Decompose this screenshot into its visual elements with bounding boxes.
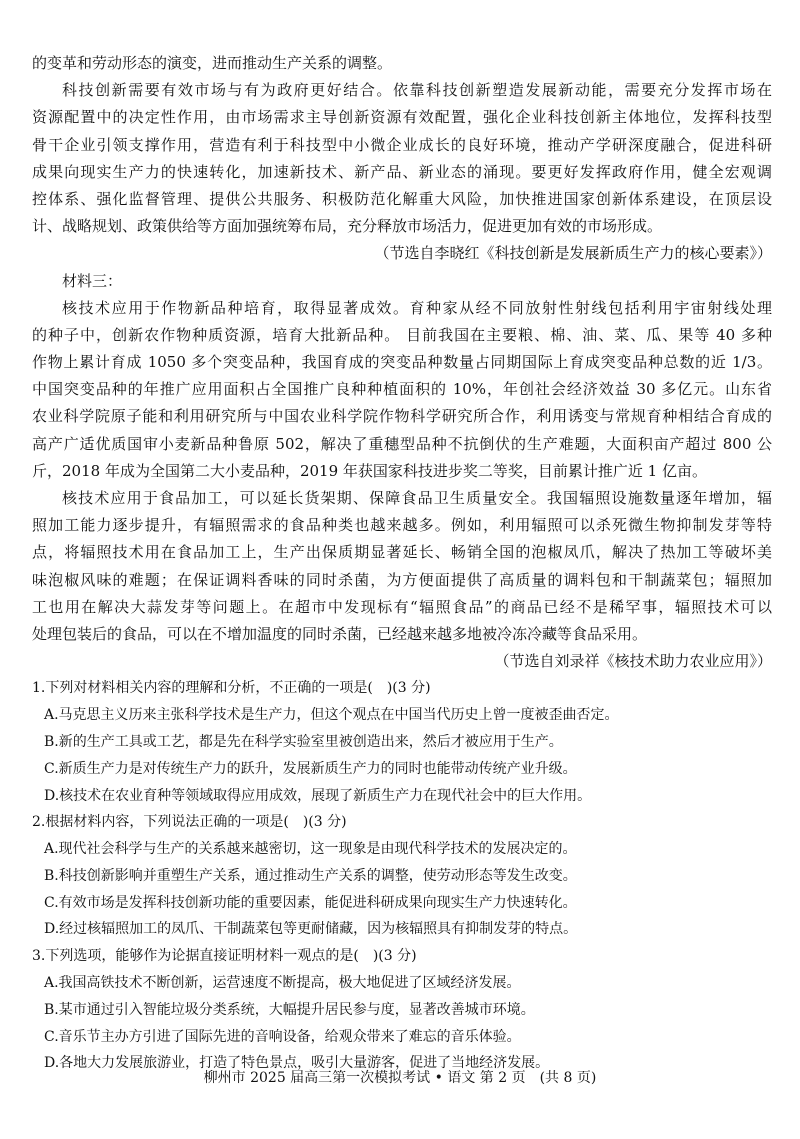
material-3-label: 材料三： [62, 271, 123, 290]
option-c: C.音乐节主办方引进了国际先进的音响设备，给观众带来了难忘的音乐体验。 [44, 1028, 521, 1045]
option-b: B.某市通过引入智能垃圾分类系统，大幅提升居民参与度，显著改善城市环境。 [44, 1001, 535, 1018]
option-a: A.我国高铁技术不断创新，运营速度不断提高，极大地促进了区域经济发展。 [44, 975, 521, 992]
paragraph-line: 计、战略规划、政策供给等方面加强统筹布局，充分释放市场活力，促进更加有效的市场形成。 [32, 217, 663, 236]
option-a: A.现代社会科学与生产的关系越来越密切，这一现象是由现代科学技术的发展决定的。 [44, 841, 577, 858]
paragraph-line: 作物上累计育成 1050 多个突变品种，我国育成的突变品种数量占同期国际上育成突变品种总数的近 1/3。 [32, 353, 772, 372]
paragraph-line: 工也用在解决大蒜发芽等问题上。在超市中发现标有“辐照食品”的商品已经不是稀罕事，辐照技术可以 [32, 597, 772, 616]
question-3 [32, 943, 772, 1077]
paragraph-line: 的种子中，创新农作物种质资源，培育大批新品种。 目前我国在主要粮、棉、油、菜、瓜、果等 40 多种 [32, 325, 772, 344]
paragraph-line: 点，将辐照技术用在食品加工上，生产出保质期显著延长、畅销全国的泡椒凤爪，解决了热加工等破坏美 [32, 543, 772, 562]
paragraph-food [32, 485, 772, 648]
paragraph-line: 骨干企业引领支撑作用，营造有利于科技型中小微企业成长的良好环境，推动产学研深度融合，促进科研 [32, 135, 772, 154]
paragraph-line: 中国突变品种的年推广应用面积占全国推广良种种植面积的 10%，年创社会经济效益 30 多亿元。山东省 [32, 380, 772, 399]
paragraph-continuation: 的变革和劳动形态的演变，进而推动生产关系的调整。 [32, 54, 393, 72]
paragraph-line: 处理包装后的食品，可以在不增加温度的同时杀菌，已经越来越多地被冷冻冷藏等食品采用。 [32, 624, 648, 643]
paragraph-line: 核技术应用于作物新品种培育，取得显著成效。育种家从经不同放射性射线包括利用宇宙射线处理 [62, 298, 772, 317]
option-b: B.新的生产工具或工艺，都是先在科学实验室里被创造出来，然后才被应用于生产。 [44, 733, 563, 750]
paragraph-line: 控体系、强化监督管理、提供公共服务、积极防范化解重大风险，加快推进国家创新体系建设，在顶层设 [32, 189, 772, 208]
paragraph-line: 味泡椒风味的难题；在保证调料香味的同时杀菌，为方便面提供了高质量的调料包和干制蔬菜包；辐照加 [32, 570, 772, 589]
paragraph-line: 斤，2018 年成为全国第二大小麦品种，2019 年获国家科技进步奖二等奖，目前累计推广近 1 亿亩。 [32, 461, 707, 480]
source-citation: （节选自刘录祥《核技术助力农业应用》） [494, 652, 772, 671]
option-d: D.经过核辐照加工的凤爪、干制蔬菜包等更耐储藏，因为核辐照具有抑制发芽的特点。 [44, 921, 578, 938]
page-footer: 柳州市 2025 届高三第一次模拟考试 • 语文 第 2 页 (共 8 页) [203, 1070, 597, 1086]
option-b: B.科技创新影响并重塑生产关系，通过推动生产关系的调整，使劳动形态等发生改变。 [44, 867, 577, 884]
page-content [32, 50, 772, 1077]
question-stem: 1.下列对材料相关内容的理解和分析，不正确的一项是( )(3 分) [32, 680, 431, 697]
paragraph-line: 农业科学院原子能和利用研究所与中国农业科学院作物科学研究所合作，利用诱变与常规育种相结合育成的 [32, 407, 772, 426]
paragraph-line: 高产广适优质国审小麦新品种鲁原 502，解决了重穗型品种不抗倒伏的生产难题，大面积亩产超过 800 公 [32, 434, 772, 453]
paragraph-line: 科技创新需要有效市场与有为政府更好结合。依靠科技创新塑造发展新动能，需要充分发挥市场在 [62, 81, 772, 100]
paragraph-market [32, 77, 772, 240]
paragraph-line: 成果向现实生产力的快速转化，加速新技术、新产品、新业态的涌现。要更好发挥政府作用，健全宏观调 [32, 162, 772, 181]
paragraph-line: 核技术应用于食品加工，可以延长货架期、保障食品卫生质量安全。我国辐照设施数量逐年增加，辐 [62, 489, 772, 507]
option-a: A.马克思主义历来主张科学技术是生产力，但这个观点在中国当代历史上曾一度被歪曲否定。 [44, 707, 619, 724]
source-citation: （节选自李晓红《科技创新是发展新质生产力的核心要素》） [374, 244, 772, 263]
question-1 [32, 675, 772, 809]
option-d: D.各地大力发展旅游业，打造了特色景点，吸引大量游客，促进了当地经济发展。 [44, 1055, 550, 1072]
option-d: D.核技术在农业育种等领域取得应用成效，展现了新质生产力在现代社会中的巨大作用。 [44, 787, 592, 804]
paragraph-line: 照加工能力逐步提升，有辐照需求的食品种类也越来越多。例如，利用辐照可以杀死微生物抑制发芽等特 [32, 516, 772, 535]
question-stem: 3.下列选项，能够作为论据直接证明材料一观点的是( )(3 分) [32, 948, 417, 965]
question-stem: 2.根据材料内容，下列说法正确的一项是( )(3 分) [32, 814, 347, 831]
option-c: C.新质生产力是对传统生产力的跃升，发展新质生产力的同时也能带动传统产业升级。 [44, 760, 577, 777]
paragraph-breeding [32, 295, 772, 485]
option-c: C.有效市场是发挥科技创新功能的重要因素，能促进科研成果向现实生产力快速转化。 [44, 894, 577, 911]
paragraph-line: 资源配置中的决定性作用，由市场需求主导创新资源有效配置，强化企业科技创新主体地位，发挥科技型 [32, 108, 772, 127]
question-2 [32, 809, 772, 943]
